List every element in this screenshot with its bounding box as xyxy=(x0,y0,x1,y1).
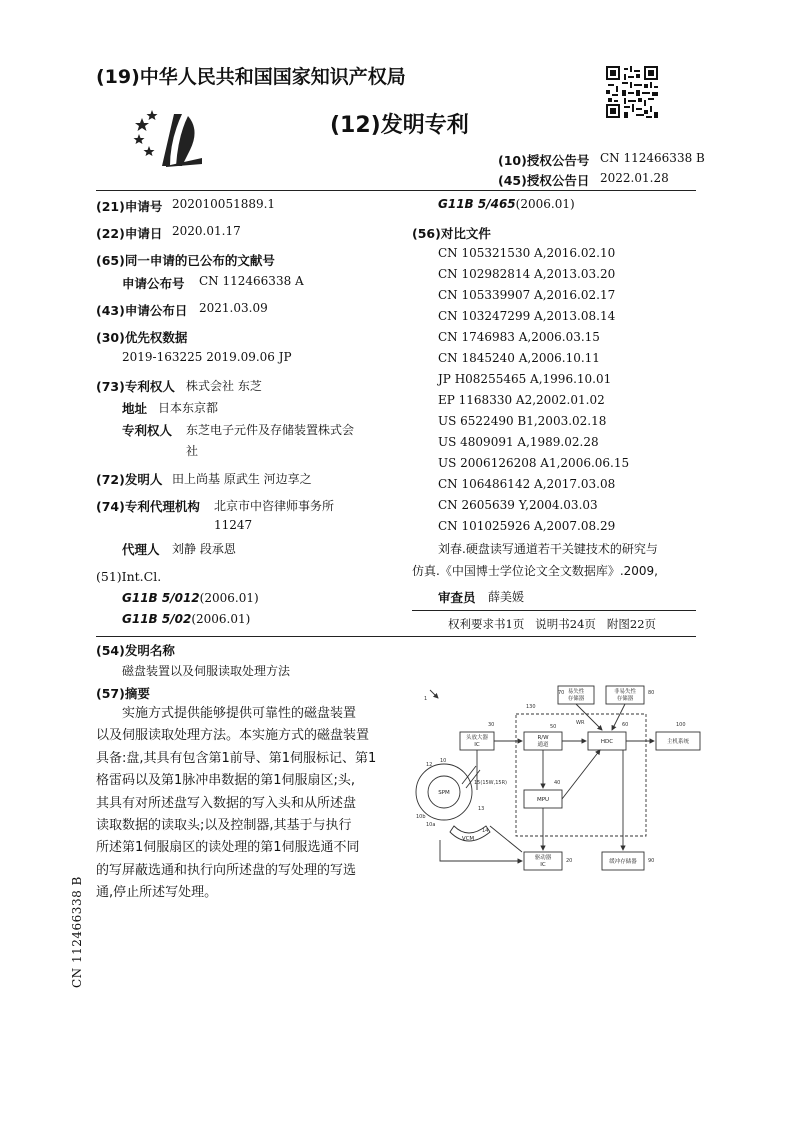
pub-date: 2021.03.09 xyxy=(199,301,268,315)
reference-item: CN 105321530 A,2016.02.10 xyxy=(438,246,616,260)
section-rule xyxy=(96,636,696,637)
abstract-line: 其具有对所述盘写入数据的写入头和从所述盘 xyxy=(96,795,357,811)
patentee: 株式会社 东芝 xyxy=(186,379,262,393)
ref-numeral: 10a xyxy=(426,822,436,828)
examiner: 薛美媛 xyxy=(488,590,525,604)
qr-code xyxy=(606,66,658,118)
pub-date-label: (43)申请公布日 xyxy=(96,303,188,318)
abstract-line: 实施方式提供能够提供可靠性的磁盘装置 xyxy=(122,706,357,721)
volatile-memory-label: 易失性 xyxy=(567,689,585,695)
nonvolatile-memory-label-2: 存储器 xyxy=(616,696,634,702)
address: 日本东京都 xyxy=(158,401,219,415)
intcl-label: (51)Int.Cl. xyxy=(96,569,162,584)
vcm-label: VCM xyxy=(461,836,475,842)
header-rule xyxy=(96,190,696,191)
invention-title: 磁盘装置以及伺服读取处理方法 xyxy=(122,664,291,678)
inventor-label: (72)发明人 xyxy=(96,472,163,487)
ref-numeral: 10b xyxy=(416,814,426,820)
app-date-label: (22)申请日 xyxy=(96,226,163,241)
patentee2-line1: 东芝电子元件及存储装置株式会 xyxy=(186,423,355,437)
agent-label: 代理人 xyxy=(122,542,160,557)
prior-pub-sub-label: 申请公布号 xyxy=(122,276,185,291)
title-label: (54)发明名称 xyxy=(96,643,175,658)
ref-numeral: 100 xyxy=(676,722,686,728)
document-type: (12)发明专利 xyxy=(330,113,469,138)
intcl-code: G11B 5/012 xyxy=(122,591,200,605)
intcl-version: (2006.01) xyxy=(199,591,259,605)
grant-number-label: (10)授权公告号 xyxy=(498,153,590,168)
app-no: 202010051889.1 xyxy=(172,197,276,211)
abstract-line: 以及伺服读取处理方法。本实施方式的磁盘装置 xyxy=(96,728,370,744)
head-amp-label: 头放大器 xyxy=(465,735,489,741)
mpu-label: MPU xyxy=(536,797,550,803)
ref-numeral: 15(15W,15R) xyxy=(474,780,507,786)
side-document-number: CN 112466338 B xyxy=(70,876,84,988)
intcl-item xyxy=(122,591,259,605)
ref-numeral: 13 xyxy=(478,806,485,812)
ref-numeral: 50 xyxy=(550,724,557,730)
grant-number: CN 112466338 B xyxy=(600,151,705,165)
intcl-version: (2006.01) xyxy=(515,197,575,211)
ref-numeral: 30 xyxy=(488,722,495,728)
agency-name: 北京市中咨律师事务所 xyxy=(214,499,335,513)
intcl-version: (2006.01) xyxy=(191,612,251,626)
ref-numeral: 90 xyxy=(648,858,655,864)
reference-item: JP H08255465 A,1996.10.01 xyxy=(438,372,612,386)
rw-channel-label: R/W xyxy=(537,735,549,741)
reference-item: CN 2605639 Y,2004.03.03 xyxy=(438,498,598,512)
nonpatent-ref-line2: 仿真.《中国博士学位论文全文数据库》.2009, xyxy=(412,564,658,578)
abstract-label: (57)摘要 xyxy=(96,686,150,701)
reference-item: CN 1746983 A,2006.03.15 xyxy=(438,330,600,344)
volatile-memory-label-2: 存储器 xyxy=(567,696,585,702)
ref-numeral: 130 xyxy=(526,704,536,710)
abstract-line: 所述第1伺服扇区的读处理的第1伺服选通不同 xyxy=(96,840,360,856)
reference-item: US 4809091 A,1989.02.28 xyxy=(438,435,599,449)
reference-item: EP 1168330 A2,2002.01.02 xyxy=(438,393,605,407)
ref-numeral: 14 xyxy=(482,828,489,834)
app-no-label: (21)申请号 xyxy=(96,199,163,214)
abstract-line: 通,停止所述写处理。 xyxy=(96,885,218,901)
intcl-item xyxy=(122,612,250,626)
nonpatent-ref-line1: 刘春.硬盘读写通道若干关键技术的研究与 xyxy=(438,542,658,556)
reference-item: CN 105339907 A,2016.02.17 xyxy=(438,288,616,302)
abstract-line: 的写屏蔽选通和执行向所述盘的写处理的写选 xyxy=(96,862,357,878)
intcl-code: G11B 5/02 xyxy=(122,612,192,626)
agents: 刘静 段承恩 xyxy=(172,542,236,556)
prior-pub-no: CN 112466338 A xyxy=(199,274,304,288)
abstract-line: 具备:盘,其具有包含第1前导、第1伺服标记、第1 xyxy=(96,750,377,766)
reference-item: CN 103247299 A,2013.08.14 xyxy=(438,309,616,323)
patentee2-line2: 社 xyxy=(186,444,199,458)
driver-ic-label-2: IC xyxy=(540,862,546,868)
inventors: 田上尚基 原武生 河边享之 xyxy=(172,472,312,486)
ref-numeral: 60 xyxy=(622,722,629,728)
patentee-label: (73)专利权人 xyxy=(96,379,175,394)
patentee2-label: 专利权人 xyxy=(122,423,173,438)
agency-code: 11247 xyxy=(214,518,253,532)
ref-numeral: 20 xyxy=(566,858,573,864)
ref-numeral: 40 xyxy=(554,780,561,786)
ref-numeral: 80 xyxy=(648,690,655,696)
abstract-text xyxy=(96,703,386,905)
wr-signal-label: WR xyxy=(576,720,585,726)
head-amp-label-2: IC xyxy=(474,742,480,748)
address-label: 地址 xyxy=(122,401,148,416)
priority-label: (30)优先权数据 xyxy=(96,330,188,345)
page-info: 权利要求书1页 说明书24页 附图22页 xyxy=(448,617,657,631)
buffer-memory-label: 缓冲存储器 xyxy=(609,859,637,865)
abstract-line: 格雷码以及第1脉冲串数据的第1伺服扇区;头, xyxy=(96,773,356,789)
hdc-label: HDC xyxy=(600,739,614,745)
agency-label: (74)专利代理机构 xyxy=(96,499,200,514)
abstract-line: 读取数据的读取头;以及控制器,其基于与执行 xyxy=(96,818,352,834)
intcl-code: G11B 5/465 xyxy=(438,197,516,211)
reference-item: CN 102982814 A,2013.03.20 xyxy=(438,267,616,281)
reference-item: CN 106486142 A,2017.03.08 xyxy=(438,477,616,491)
reference-item: US 6522490 B1,2003.02.18 xyxy=(438,414,607,428)
spm-label: SPM xyxy=(438,790,450,796)
ref-numeral: 12 xyxy=(426,762,433,768)
ref-numeral: 10 xyxy=(440,758,447,764)
page-info-rule xyxy=(412,610,696,611)
examiner-label: 审查员 xyxy=(438,590,476,605)
host-label: 主机系统 xyxy=(666,739,690,745)
reference-item: CN 1845240 A,2006.10.11 xyxy=(438,351,600,365)
office-name: (19)中华人民共和国国家知识产权局 xyxy=(96,66,406,88)
nonvolatile-memory-label: 非易失性 xyxy=(613,689,637,695)
cnipa-logo xyxy=(130,106,210,168)
app-date: 2020.01.17 xyxy=(172,224,241,238)
rw-channel-label-2: 通道 xyxy=(537,742,549,748)
driver-ic-label: 驱动器 xyxy=(534,855,552,861)
intcl-item xyxy=(438,197,575,211)
reference-item: US 2006126208 A1,2006.06.15 xyxy=(438,456,630,470)
abstract-figure xyxy=(410,680,706,880)
priority-data: 2019-163225 2019.09.06 JP xyxy=(122,350,292,364)
references-label: (56)对比文件 xyxy=(412,226,491,241)
grant-date-label: (45)授权公告日 xyxy=(498,173,590,188)
ref-numeral: 1 xyxy=(424,696,428,702)
reference-item: CN 101025926 A,2007.08.29 xyxy=(438,519,616,533)
ref-numeral: 70 xyxy=(558,690,565,696)
prior-pub-label: (65)同一申请的已公布的文献号 xyxy=(96,253,275,268)
grant-date: 2022.01.28 xyxy=(600,171,669,185)
